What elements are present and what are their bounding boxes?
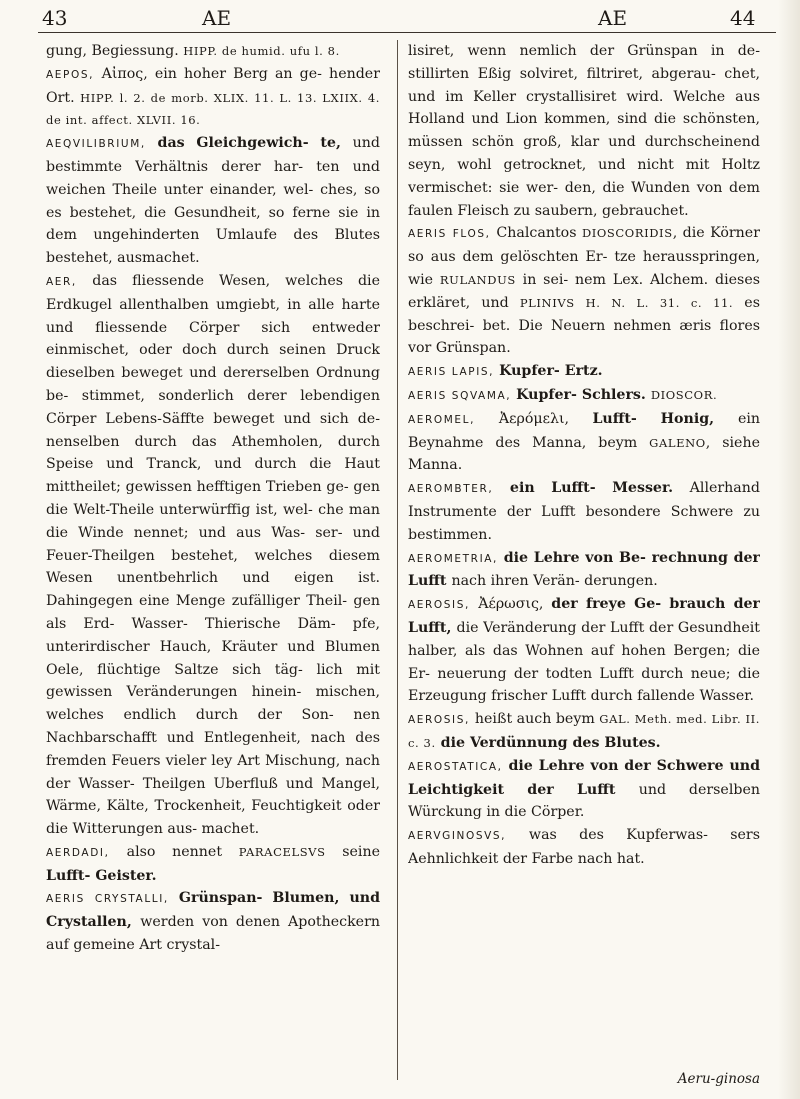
- entry-text: , siehe Manna.: [408, 434, 760, 474]
- dictionary-entry: [46, 132, 380, 270]
- page-number-right: 44: [730, 6, 756, 30]
- entry-text: Ἀέρωσις,: [478, 596, 552, 613]
- header-catchword-left: AE: [202, 6, 232, 30]
- entry-heading: die Lehre von Be- rechnung der Lufft: [408, 549, 760, 590]
- entry-reference: DIOSCORIDIS: [581, 226, 673, 241]
- entry-text: in sei- nem Lex. Alchem. dieses erkläret, und: [408, 271, 760, 311]
- dictionary-entry: [408, 384, 760, 408]
- entry-heading: das Gleichgewich- te,: [157, 135, 353, 152]
- entry-keyword: AERDADI,: [46, 846, 127, 859]
- dictionary-entry: [408, 360, 760, 384]
- header-catchword-right: AE: [598, 6, 628, 30]
- dictionary-entry: [46, 841, 380, 888]
- catchword: Aeru-ginosa: [677, 1071, 760, 1087]
- entry-reference: HIPP. l. 2. de morb. XLIX. 11. L. 13. LXIIX. 4. de int. affect. XLVII. 16.: [46, 90, 380, 128]
- entry-reference: GAL. Meth. med. Libr. II. c. 3.: [408, 712, 760, 750]
- column-divider: [397, 40, 398, 1080]
- page-number-left: 43: [42, 6, 68, 30]
- entry-reference: PLINIVS H. N. L. 31. c. 11.: [519, 295, 734, 310]
- dictionary-entry: [408, 547, 760, 594]
- entry-keyword: AERIS SQVAMA,: [408, 389, 517, 402]
- entry-keyword: AEROSIS,: [408, 599, 479, 612]
- entry-keyword: AEROSIS,: [408, 714, 475, 727]
- entry-reference: GALENO: [649, 435, 706, 450]
- entry-text: was des Kupferwas- sers Aehnlichkeit der Farbe nach hat.: [408, 827, 760, 867]
- dictionary-entry: [408, 40, 760, 222]
- entry-heading: Lufft- Honig,: [592, 410, 738, 427]
- entry-keyword: AERIS FLOS,: [408, 228, 497, 241]
- dictionary-entry: [408, 408, 760, 477]
- entry-text: das fliessende Wesen, welches die Erdkugel allenthalben umgiebt, in alle harte und fliessende Cörper sich entweder einmischet, oder doch durch seinen Druck dieselben beweget und dererselben Ordnung be- stimmet, sonderlich derer lebendigen Cörper Lebens-Säffte beweget und sich de- nenselben durch das Athemholen, durch Speise und Tranck, und durch die Haut mittheilet; gewissen hefftigen Trieben ge- gen die Welt-Theile unterwürffig ist, wel- che man die Winde nennet; und aus Was- ser- und Feuer-Theilgen bestehet, welches diesem Wesen unentbehrlich und eigen ist. Dahingegen eine Menge zufälliger Theil- gen als Erd- Wasser- Thierische Däm- pfe, unterirdischer Hauch, Kräuter und Blumen Oele, flüchtige Saltze sich täg- lich mit gewissen Veränderungen hinein- mischen, welches endlich durch der Son- nen Nachbarschafft und Entlegenheit, nach des fremden Feuers vieler ley Art Mischung, nach der Wasser- Theilgen Uberfluß und Mangel, Wärme, Kälte, Trockenheit, Feuchtigkeit oder die Witterungen aus- machet.: [46, 272, 380, 838]
- entry-text: und derselben Würckung in die Cörper.: [408, 781, 760, 821]
- entry-reference: HIPP. de humid. ufu l. 8.: [183, 44, 340, 58]
- entry-keyword: AEROMBTER,: [408, 483, 510, 496]
- entry-text: es beschrei- bet. Die Neuern nehmen æris flores vor Grünspan.: [408, 294, 760, 357]
- running-header: [0, 6, 800, 32]
- entry-text: nach ihren Verän- derungen.: [451, 573, 658, 590]
- entry-reference: PARACELSVS: [238, 844, 326, 859]
- entry-text: lisiret, wenn nemlich der Grünspan in de- stillirten Eßig solviret, filtriret, abgerau- chet, und im Keller crystallisiret wird. Welche aus Holland und Lion kommen, sind die schönsten, müssen schön groß, klar und durchscheinend seyn, wohl getrocknet, und nicht mit Holtz vermischet: sie wer- den, die Wunden von dem faulen Fleisch zu saubern, gebrauchet.: [408, 43, 760, 219]
- entry-text: ein Beynahme des Manna, beym: [408, 410, 760, 451]
- dictionary-entry: [46, 887, 380, 956]
- entry-keyword: AER,: [46, 275, 93, 288]
- entry-heading: die Lehre von der Schwere und Leichtigkeit der Lufft: [408, 757, 760, 798]
- dictionary-entry: [46, 270, 380, 841]
- entry-keyword: AEROMEL,: [408, 413, 499, 426]
- entry-heading: ein Lufft- Messer.: [509, 480, 690, 497]
- entry-keyword: AERIS LAPIS,: [408, 366, 500, 379]
- dictionary-entry: [408, 824, 760, 871]
- header-rule: [38, 32, 776, 33]
- entry-heading: die Verdünnung des Blutes.: [435, 734, 661, 751]
- entry-heading: Kupfer- Ertz.: [499, 363, 603, 380]
- entry-text: und bestimmte Verhältnis derer har- ten und weichen Theile unter einander, wel- ches, so es bestehet, die Gesundheit, so ferne sie in dem ungehinderten Umlaufe des Blutes bestehet, ausmachet.: [46, 135, 380, 267]
- entry-text: Ἀερόμελι,: [498, 410, 593, 427]
- entry-heading: Grünspan- Blumen, und Crystallen,: [46, 890, 380, 931]
- entry-text: Allerhand Instrumente der Lufft besondere Schwere zu bestimmen.: [408, 480, 760, 543]
- entry-text: Αἰπος, ein hoher Berg an ge- hender Ort.: [46, 65, 380, 106]
- dictionary-entry: [408, 708, 760, 755]
- entry-reference: DIOSCOR.: [650, 387, 718, 402]
- entry-text: die Veränderung der Lufft der Gesundheit halber, als das Wohnen auf hohen Bergen; die Er- neuerung der todten Lufft durch neue; die Erzeugung frischer Lufft durch fallende Wasser.: [408, 619, 760, 705]
- dictionary-entry: [408, 593, 760, 708]
- dictionary-entry: [46, 63, 380, 132]
- entry-text: heißt auch beym: [474, 711, 600, 728]
- entry-keyword: AEROSTATICA,: [408, 760, 509, 773]
- entry-text: seine: [325, 843, 380, 860]
- entry-text: , die Körner so aus dem gelöschten Er- tze herausspringen, wie: [408, 225, 760, 288]
- entry-keyword: AERIS CRYSTALLI,: [46, 893, 179, 906]
- entry-keyword: AEQVILIBRIUM,: [46, 138, 158, 151]
- left-column: [46, 40, 380, 1090]
- entry-heading: der freye Ge- brauch der Lufft,: [408, 596, 760, 636]
- entry-keyword: AEPOS,: [46, 68, 102, 81]
- entry-keyword: AERVGINOSVS,: [408, 830, 529, 843]
- entry-keyword: AEROMETRIA,: [408, 552, 504, 565]
- entry-text: Chalcantos: [496, 225, 582, 242]
- entry-text: gung, Begiessung.: [46, 43, 184, 59]
- dictionary-entry: [408, 477, 760, 546]
- entry-text: also nennet: [126, 843, 239, 860]
- dictionary-entry: [408, 755, 760, 824]
- entry-heading: Kupfer- Schlers.: [516, 386, 651, 403]
- entry-reference: RULANDUS: [439, 272, 516, 287]
- entry-heading: Lufft- Geister.: [46, 867, 157, 884]
- dictionary-entry: [408, 222, 760, 360]
- right-column: [408, 40, 760, 1090]
- entry-text: werden von denen Apotheckern auf gemeine Art crystal-: [46, 914, 380, 954]
- dictionary-entry: [46, 40, 380, 63]
